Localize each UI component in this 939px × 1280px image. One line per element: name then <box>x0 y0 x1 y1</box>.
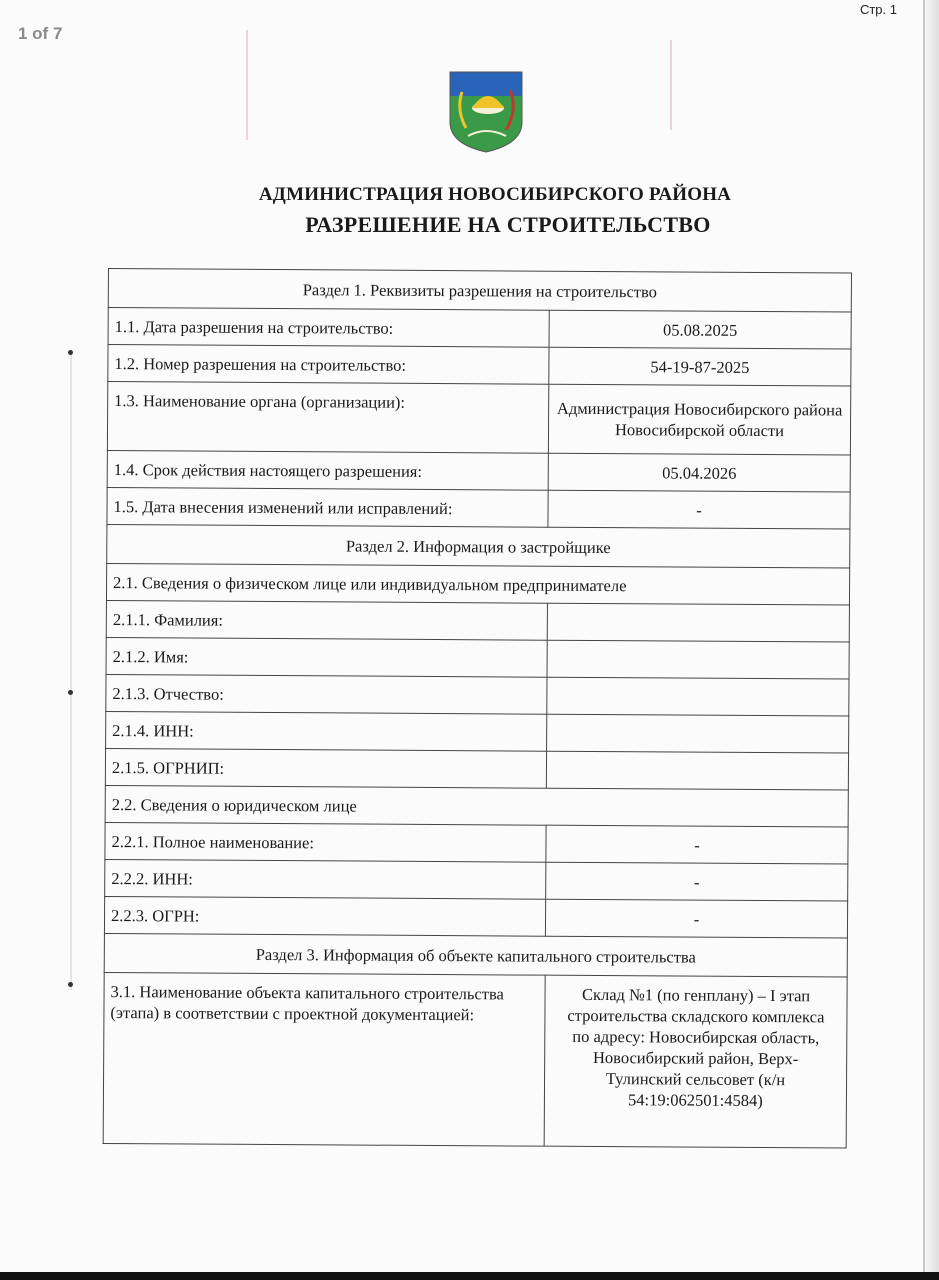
page-counter: 1 of 7 <box>18 24 63 43</box>
legal-full-name-value: - <box>546 825 848 864</box>
section-1-heading: Раздел 1. Реквизиты разрешения на строительство <box>108 269 851 313</box>
table-row <box>105 859 848 901</box>
amendment-date-value: - <box>548 490 850 529</box>
section-3-heading: Раздел 3. Информация об объекте капитального строительства <box>104 933 847 977</box>
table-row <box>106 674 849 716</box>
table-row <box>106 600 849 642</box>
fold-mark-left <box>246 30 248 140</box>
legal-full-name-label: 2.2.1. Полное наименование: <box>105 822 546 862</box>
surname-label: 2.1.1. Фамилия: <box>106 600 547 640</box>
individual-info-heading: 2.1. Сведения о физическом лице или индивидуальном предпринимателе <box>106 563 849 605</box>
table-row <box>108 345 851 387</box>
fold-mark-right <box>670 40 672 130</box>
punch-hole <box>68 350 73 355</box>
issuing-authority-label: 1.3. Наименование органа (организации): <box>107 382 548 454</box>
amendment-date-label: 1.5. Дата внесения изменений или исправлений: <box>107 487 548 527</box>
table-row <box>106 711 849 753</box>
table-row <box>107 450 850 492</box>
organization-title: АДМИНИСТРАЦИЯ НОВОСИБИРСКОГО РАЙОНА <box>258 184 732 205</box>
permit-date-value: 05.08.2025 <box>549 310 851 349</box>
permit-number-value: 54-19-87-2025 <box>549 347 851 386</box>
table-row <box>107 382 850 456</box>
patronymic-label: 2.1.3. Отчество: <box>106 674 547 714</box>
table-row <box>107 487 850 529</box>
binding-thread <box>66 350 76 990</box>
section-2-heading: Раздел 2. Информация о застройщике <box>107 524 850 568</box>
ogrnip-label: 2.1.5. ОГРНИП: <box>105 748 546 788</box>
individual-inn-label: 2.1.4. ИНН: <box>106 711 547 751</box>
district-coat-of-arms <box>448 70 524 154</box>
first-name-label: 2.1.2. Имя: <box>106 637 547 677</box>
viewer-bottom-bar <box>0 1272 939 1280</box>
table-row <box>105 822 848 864</box>
surname-value <box>547 603 849 642</box>
ogrn-label: 2.2.3. ОГРН: <box>104 896 545 936</box>
table-row <box>104 896 847 938</box>
permit-form <box>103 268 852 1149</box>
punch-hole <box>68 982 73 987</box>
object-name-label: 3.1. Наименование объекта капитального строительства (этапа) в соответствии с проектной документацией: <box>103 972 545 1146</box>
table-row <box>103 972 847 1148</box>
page-number-label: Стр. 1 <box>859 2 897 17</box>
individual-inn-value <box>547 714 849 753</box>
document-title: РАЗРЕШЕНИЕ НА СТРОИТЕЛЬСТВО <box>305 212 711 237</box>
issuing-authority-value: Администрация Новосибирского района Новосибирской области <box>548 384 850 455</box>
legal-inn-value: - <box>546 862 848 901</box>
permit-table <box>103 268 852 1149</box>
first-name-value <box>547 640 849 679</box>
patronymic-value <box>547 677 849 716</box>
permit-date-label: 1.1. Дата разрешения на строительство: <box>108 308 549 348</box>
object-name-value: Склад №1 (по генплану) – I этап строительства складского комплекса по адресу: Новосибирская область, Новосибирский район, Верх-Тулинский сельсовет (к/н 54:19:062501:4584) <box>544 975 847 1148</box>
validity-term-label: 1.4. Срок действия настоящего разрешения: <box>107 450 548 490</box>
permit-number-label: 1.2. Номер разрешения на строительство: <box>108 345 549 385</box>
legal-entity-heading: 2.2. Сведения о юридическом лице <box>105 785 848 827</box>
ogrnip-value <box>546 751 848 790</box>
punch-hole <box>68 690 73 695</box>
thread-line <box>70 350 72 990</box>
legal-inn-label: 2.2.2. ИНН: <box>105 859 546 899</box>
ogrn-value: - <box>545 899 847 938</box>
table-row <box>106 637 849 679</box>
table-row <box>108 308 851 350</box>
table-row <box>105 748 848 790</box>
validity-term-value: 05.04.2026 <box>548 453 850 492</box>
